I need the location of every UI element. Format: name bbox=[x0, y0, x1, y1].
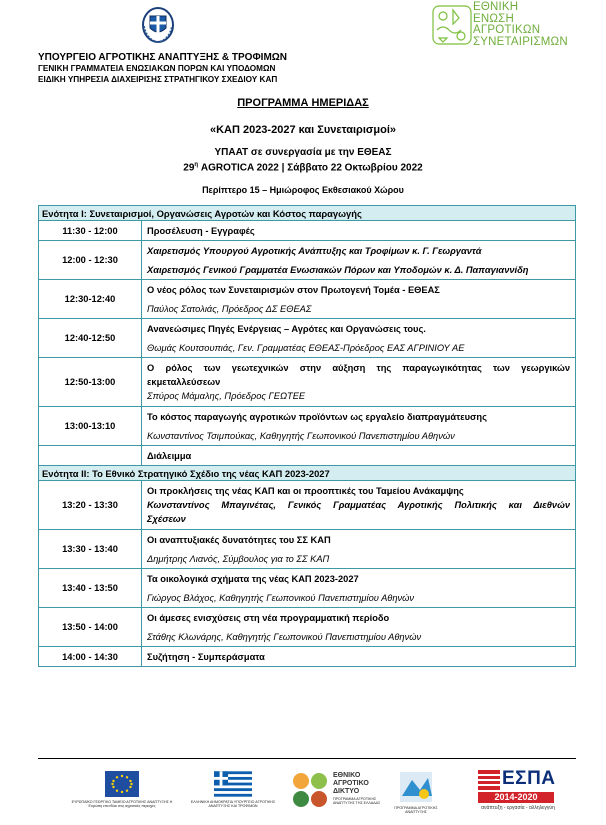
time-slot: 11:30 - 12:00 bbox=[39, 221, 142, 240]
schedule-row bbox=[39, 530, 575, 569]
session-description bbox=[142, 647, 575, 666]
rural-development-program-icon bbox=[398, 770, 434, 804]
rural-network-text bbox=[333, 772, 369, 796]
network-line: ΔΙΚΤΥΟ bbox=[333, 788, 360, 795]
section-header: Ενότητα ΙΙ: Το Εθνικό Στρατηγικό Σχέδιο της νέας ΚΑΠ 2023-2027 bbox=[39, 466, 575, 481]
time-slot: 13:40 - 13:50 bbox=[39, 569, 142, 607]
espa-title: ΕΣΠΑ bbox=[502, 768, 556, 789]
schedule-row bbox=[39, 319, 575, 358]
schedule-row bbox=[39, 481, 575, 530]
time-slot: 12:40-12:50 bbox=[39, 319, 142, 357]
time-slot: 13:20 - 13:30 bbox=[39, 481, 142, 529]
time-slot: 13:50 - 14:00 bbox=[39, 608, 142, 646]
coop-line: ΕΝΩΣΗ bbox=[473, 12, 514, 25]
session-title-line: Προσέλευση - Εγγραφές bbox=[147, 225, 255, 236]
event-line bbox=[0, 159, 606, 174]
speaker-line: Γιώργος Βλάχος, Καθηγητής Γεωπονικού Πανεπιστημίου Αθηνών bbox=[147, 592, 415, 603]
coop-line: ΑΓΡΟΤΙΚΩΝ bbox=[473, 24, 541, 36]
footer-divider bbox=[38, 758, 576, 759]
espa-slogan: ανάπτυξη - εργασία - αλληλεγγύη bbox=[481, 805, 555, 811]
eu-flag-icon bbox=[105, 771, 139, 797]
booth-location: Περίπτερο 15 – Ημιώροφος Εκθεσιακού Χώρου bbox=[202, 185, 404, 195]
speaker-line: Θωμάς Κουτσουπιάς, Γεν. Γραμματέας ΕΘΕΑΣ-Πρόεδρος ΕΑΣ ΑΓΡΙΝΙΟΥ ΑΕ bbox=[147, 342, 465, 353]
session-title-line: Τα οικολογικά σχήματα της νέας ΚΑΠ 2023-2027 bbox=[147, 573, 359, 584]
speaker-line: Δημήτρης Λιανός, Σύμβουλος για το ΣΣ ΚΑΠ bbox=[147, 553, 330, 564]
schedule-row bbox=[39, 280, 575, 319]
session-title-line: Ο ρόλος των γεωτεχνικών στην αύξηση της παραγωγικότητας των γεωργικών bbox=[147, 363, 570, 373]
section-header: Ενότητα Ι: Συνεταιρισμοί, Οργανώσεις Αγροτών και Κόστος παραγωγής bbox=[39, 206, 575, 221]
ministry-header bbox=[38, 52, 287, 85]
schedule-table bbox=[38, 205, 576, 667]
session-title-line: Οι προκλήσεις της νέας ΚΑΠ και οι προοπτικές του Ταμείου Ανάκαμψης bbox=[147, 486, 464, 496]
espa-flag-icon bbox=[478, 770, 500, 790]
session-title-line: Ο νέος ρόλος των Συνεταιρισμών στον Πρωτογενή Τομέα - ΕΘΕΑΣ bbox=[147, 284, 440, 295]
ministry-name: ΥΠΟΥΡΓΕΙΟ ΑΓΡΟΤΙΚΗΣ ΑΝΑΠΤΥΞΗΣ & ΤΡΟΦΙΜΩΝ bbox=[38, 52, 288, 63]
event-rest: AGROTICA 2022 | Σάββατο 22 Οκτωβρίου 2022 bbox=[198, 162, 423, 174]
session-title-line: εκμεταλλεύσεων bbox=[147, 377, 221, 387]
session-title-line: Σχέσεων bbox=[147, 514, 186, 524]
network-line: ΑΓΡΟΤΙΚΟ bbox=[333, 780, 369, 787]
session-description bbox=[142, 530, 575, 568]
session-title-line: Οι αναπτυξιακές δυνατότητες του ΣΣ ΚΑΠ bbox=[147, 534, 331, 545]
session-description bbox=[142, 407, 575, 445]
schedule-row bbox=[39, 407, 575, 446]
coop-union-logo-text bbox=[473, 2, 568, 48]
time-slot bbox=[39, 446, 142, 465]
session-description bbox=[142, 446, 575, 465]
session-title-line: Το κόστος παραγωγής αγροτικών προϊόντων ως εργαλείο διαπραγμάτευσης bbox=[147, 411, 487, 422]
session-description bbox=[142, 608, 575, 646]
subject-title: «ΚΑΠ 2023-2027 και Συνεταιρισμοί» bbox=[209, 124, 397, 136]
time-slot: 12:00 - 12:30 bbox=[39, 241, 142, 279]
session-description bbox=[142, 280, 575, 318]
session-title-line: Ανανεώσιμες Πηγές Ενέργειας – Αγρότες και Οργανώσεις τους. bbox=[147, 323, 426, 334]
greek-emblem-icon bbox=[141, 6, 175, 44]
session-description bbox=[142, 569, 575, 607]
session-description bbox=[142, 221, 575, 240]
eu-caption: ΕΥΡΩΠΑΪΚΟ ΓΕΩΡΓΙΚΟ ΤΑΜΕΙΟ ΑΓΡΟΤΙΚΗΣ ΑΝΑΠΤΥΞΗΣ Η Ευρώπη επενδύει στις αγροτικές περιοχές bbox=[71, 800, 173, 808]
greek-flag-icon bbox=[214, 771, 252, 797]
time-slot: 14:00 - 14:30 bbox=[39, 647, 142, 666]
session-description bbox=[142, 319, 575, 357]
session-title-line: Διάλειμμα bbox=[147, 450, 192, 461]
cooperation-line: ΥΠΑΑΤ σε συνεργασία με την ΕΘΕΑΣ bbox=[214, 147, 392, 158]
program-title: ΠΡΟΓΡΑΜΜΑ ΗΜΕΡΙΔΑΣ bbox=[237, 97, 369, 109]
session-title-line: Οι άμεσες ενισχύσεις στη νέα προγραμματική περίοδο bbox=[147, 612, 390, 623]
espa-years: 2014-2020 bbox=[478, 792, 554, 803]
event-num: 29 bbox=[183, 162, 195, 174]
schedule-row bbox=[39, 358, 575, 407]
network-caption: ΠΡΟΓΡΑΜΜΑ ΑΓΡΟΤΙΚΗΣ ΑΝΑΠΤΥΞΗΣ ΤΗΣ ΕΛΛΑΔΑΣ bbox=[333, 797, 381, 805]
session-title-line: Κωνσταντίνος Μπαγινέτας, Γενικός Γραμματέας Αγροτικής Πολιτικής και Διεθνών bbox=[147, 500, 570, 510]
event-sup: η bbox=[194, 162, 199, 168]
event-info bbox=[0, 146, 606, 174]
session-description bbox=[142, 481, 575, 529]
session-title-line: Χαιρετισμός Γενικού Γραμματέα Ενωσιακών Πόρων και Υποδομών κ. Δ. Παπαγιαννίδη bbox=[147, 264, 529, 275]
service-name: ΕΙΔΙΚΗ ΥΠΗΡΕΣΙΑ ΔΙΑΧΕΙΡΙΣΗΣ ΣΤΡΑΤΗΓΙΚΟΥ ΣΧΕΔΙΟΥ ΚΑΠ bbox=[38, 75, 278, 84]
session-title-line: Συζήτηση - Συμπεράσματα bbox=[147, 651, 265, 662]
time-slot: 12:30-12:40 bbox=[39, 280, 142, 318]
schedule-row bbox=[39, 569, 575, 608]
pap-caption: ΠΡΟΓΡΑΜΜΑ ΑΓΡΟΤΙΚΗΣ ΑΝΑΠΤΥΞΗΣ bbox=[394, 806, 438, 814]
time-slot: 13:30 - 13:40 bbox=[39, 530, 142, 568]
time-slot: 12:50-13:00 bbox=[39, 358, 142, 406]
network-line: ΕΘΝΙΚΟ bbox=[333, 772, 361, 779]
speaker-line: Σπύρος Μάμαλης, Πρόεδρος ΓΕΩΤΕΕ bbox=[147, 391, 306, 401]
coop-line: ΣΥΝΕΤΑΙΡΙΣΜΩΝ bbox=[473, 35, 568, 48]
speaker-line: Παύλος Σατολιάς, Πρόεδρος ΔΣ ΕΘΕΑΣ bbox=[147, 303, 312, 314]
speaker-line: Στάθης Κλωνάρης, Καθηγητής Γεωπονικού Πανεπιστημίου Αθηνών bbox=[147, 631, 422, 642]
schedule-row bbox=[39, 241, 575, 280]
sponsor-logos bbox=[0, 768, 606, 822]
coop-line: ΕΘΝΙΚΗ bbox=[473, 1, 519, 13]
schedule-row bbox=[39, 647, 575, 666]
greek-caption: ΕΛΛΗΝΙΚΗ ΔΗΜΟΚΡΑΤΙΑ ΥΠΟΥΡΓΕΙΟ ΑΓΡΟΤΙΚΗΣ ΑΝΑΠΤΥΞΗΣ ΚΑΙ ΤΡΟΦΙΜΩΝ bbox=[190, 800, 276, 808]
schedule-row bbox=[39, 446, 575, 466]
time-slot: 13:00-13:10 bbox=[39, 407, 142, 445]
speaker-line: Κωνσταντίνος Τσιμπούκας, Καθηγητής Γεωπονικού Πανεπιστημίου Αθηνών bbox=[147, 430, 455, 441]
schedule-row bbox=[39, 221, 575, 241]
rural-network-icon bbox=[290, 770, 330, 810]
session-title-line: Χαιρετισμός Υπουργού Αγροτικής Ανάπτυξης και Τροφίμων κ. Γ. Γεωργαντά bbox=[147, 245, 482, 256]
session-description bbox=[142, 241, 575, 279]
secretariat-name: ΓΕΝΙΚΗ ΓΡΑΜΜΑΤΕΙΑ ΕΝΩΣΙΑΚΩΝ ΠΟΡΩΝ ΚΑΙ ΥΠΟΔΟΜΩΝ bbox=[38, 64, 276, 73]
session-description bbox=[142, 358, 575, 406]
schedule-row bbox=[39, 608, 575, 647]
